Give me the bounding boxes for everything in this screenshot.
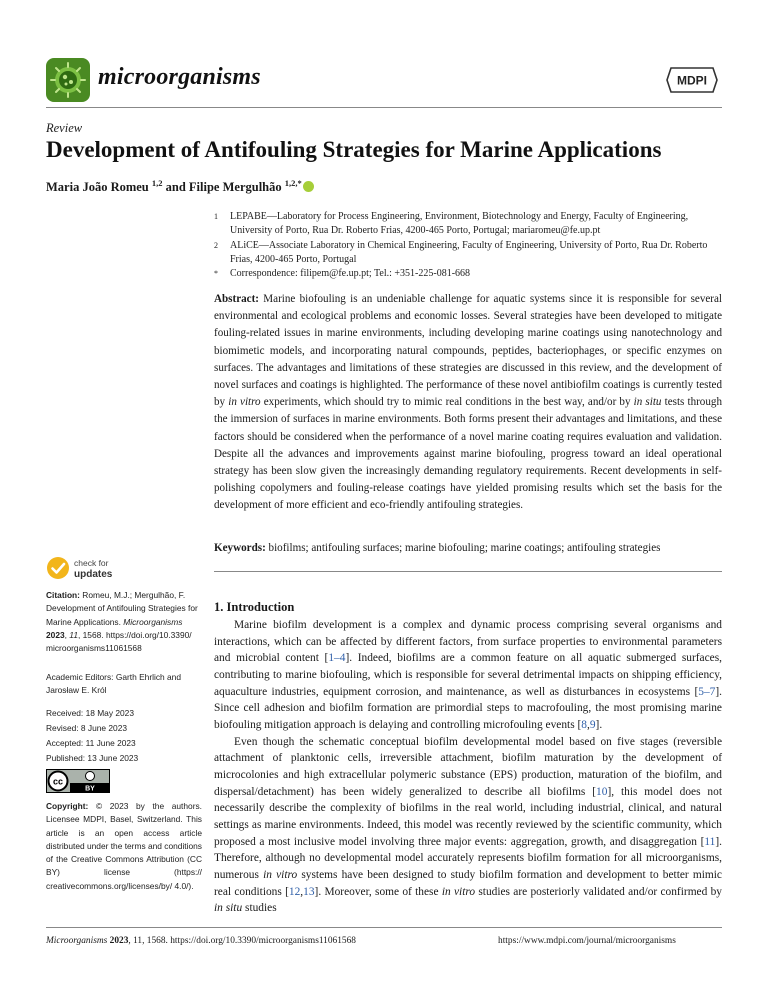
date-received: Received: 18 May 2023 xyxy=(46,708,134,718)
mdpi-logo xyxy=(665,66,719,94)
keywords-rule xyxy=(214,571,722,572)
citation-link[interactable]: 5–7 xyxy=(698,685,716,698)
author-affiliation-sup: 1,2 xyxy=(151,178,163,188)
check-updates-text: check for xyxy=(74,558,109,568)
article-title: Development of Antifouling Strategies for Marine Applications xyxy=(46,137,662,162)
header-rule xyxy=(46,107,722,108)
footer-citation: Microorganisms 2023, 11, 1568. https://doi.org/10.3390/microorganisms11061568 xyxy=(46,936,356,946)
author-name: Maria João Romeu xyxy=(46,180,149,195)
date-published: Published: 13 June 2023 xyxy=(46,753,139,763)
cc-by-label: BY xyxy=(85,785,95,793)
citation-link[interactable]: 8 xyxy=(581,718,587,731)
section-heading: 1. Introduction xyxy=(214,600,295,614)
author-affiliation-sup: 1,2,* xyxy=(284,178,302,188)
author-list xyxy=(46,178,314,195)
citation-link[interactable]: 13 xyxy=(303,885,315,898)
citation-link[interactable]: 12 xyxy=(288,885,301,898)
paragraph: Marine biofilm development is a complex and dynamic process comprising several organisms and interactions, which can be affected by different factors, from surface properties to environmental parameters and microbial content [1–4]. Indeed, biofilms are a common feature on all aquatic submerged surfaces, contributing to marine biofouling, which is responsible for several detrimental impacts on shipping efficiency, aquaculture industries, equipment corrosion, and maintenance, as well as disturbances in ecosystems [5–7]. Since cell adhesion and biofilm formation are primordial steps to macrofouling, the most promising marine biofouling mitigation approach is delaying and controlling microfouling events [8,9]. xyxy=(214,619,722,731)
abstract-label: Abstract: xyxy=(214,293,259,305)
copyright-label: Copyright: xyxy=(46,801,89,811)
citation-link[interactable]: 1–4 xyxy=(328,652,346,665)
mdpi-logo-text: MDPI xyxy=(677,73,707,88)
introduction-body xyxy=(214,617,722,917)
keywords-text: biofilms; antifouling surfaces; marine biofouling; marine coatings; antifouling strategies xyxy=(268,542,661,554)
journal-name: microorganisms xyxy=(98,64,261,90)
abstract xyxy=(214,291,722,515)
academic-editors: Academic Editors: Garth Ehrlich and Jarosław E. Król xyxy=(46,672,181,696)
copyright: Copyright: © 2023 by the authors. Licensee MDPI, Basel, Switzerland. This article is an open access article distributed under the terms and conditions of the Creative Commons Attribution (CC BY) license (https:// creativecommons.org/licenses/by/ 4.0/). xyxy=(46,801,203,891)
footer-rule xyxy=(46,927,722,928)
citation-link[interactable]: 11 xyxy=(704,835,716,848)
paragraph: Even though the schematic conceptual biofilm developmental model based on five stages (reversible attachment of planktonic cells, irreversible attachment, biofilm maturation by the development of microcolonies and high extracellular polymeric substance (EPS) production, maturation of the biofilm, and dispersal/detachment) has been widely generalized to describe all biofilms [10], this model does not necessarily describe the complexity of biofilms in the real world, including industrial, clinical, and natural settings as marine environments. Indeed, this model was recently reviewed by the scientific community, which proposed a most inclusive model involving three major events: aggregation, growth, and disaggregation [11]. Therefore, although no developmental model accurately represents biofilm formation for all microorganisms, numerous in vitro systems have been designed to study biofilm formation and development to better mimic real conditions [12,13]. Moreover, some of these in vitro studies are posteriorly validated and/or confirmed by in situ studies xyxy=(214,735,722,915)
keywords-label: Keywords: xyxy=(214,542,266,554)
article-type: Review xyxy=(46,121,83,135)
citation-link[interactable]: 10 xyxy=(596,785,608,798)
orcid-icon[interactable] xyxy=(303,181,314,192)
author-name: Filipe Mergulhão xyxy=(188,180,282,195)
cc-by-license-icon[interactable] xyxy=(46,769,110,793)
svg-text:cc: cc xyxy=(52,776,64,787)
check-updates-text: updates xyxy=(74,569,113,580)
date-accepted: Accepted: 11 June 2023 xyxy=(46,738,136,748)
date-revised: Revised: 8 June 2023 xyxy=(46,723,128,733)
check-for-updates-icon[interactable] xyxy=(46,552,126,584)
citation-block: Citation: Romeu, M.J.; Mergulhão, F. Development of Antifouling Strategies for Marine Applications. Microorganisms 2023, 11, 1568. https://doi.org/10.3390/ microorganisms11061568 xyxy=(46,590,198,654)
footer-journal-url[interactable]: https://www.mdpi.com/journal/microorganisms xyxy=(498,936,676,946)
citation-link[interactable]: 9 xyxy=(589,718,596,731)
abstract-text: Marine biofouling is an undeniable challenge for aquatic systems since it is responsible for several environmental and ecological problems and economic losses. Several strategies have been developed to mitigate fouling-related issues in marine environments, including developing marine coatings using nanotechnology and biomimetic models, and incorporating natural compounds, peptides, bacteriophages, or specific enzymes on surfaces. The advantages and limitations of these strategies are discussed in this review, and the development of novel surfaces and coatings is highlighted. The performance of these novel antibiofilm coatings is currently tested by in vitro experiments, which should try to mimic real conditions in the best way, and/or by in situ tests through the immersion of surfaces in marine environments. Both forms present their advantages and limitations, and these factors should be considered when the performance of a novel marine coating requires evaluation and validation. Despite all the advances and improvements against marine biofouling, progress toward an ideal operational strategy has been slow given the increasingly demanding regulatory requirements. Recent developments in self-polishing copolymers and fouling-release coatings have yielded promising results which set the basis for the development of more efficient and eco-friendly antifouling strategies. xyxy=(214,293,722,512)
citation-label: Citation: xyxy=(46,590,80,600)
author-conjunction: and xyxy=(165,180,186,195)
keywords xyxy=(214,542,734,554)
bacterium-logo-icon xyxy=(46,58,90,102)
